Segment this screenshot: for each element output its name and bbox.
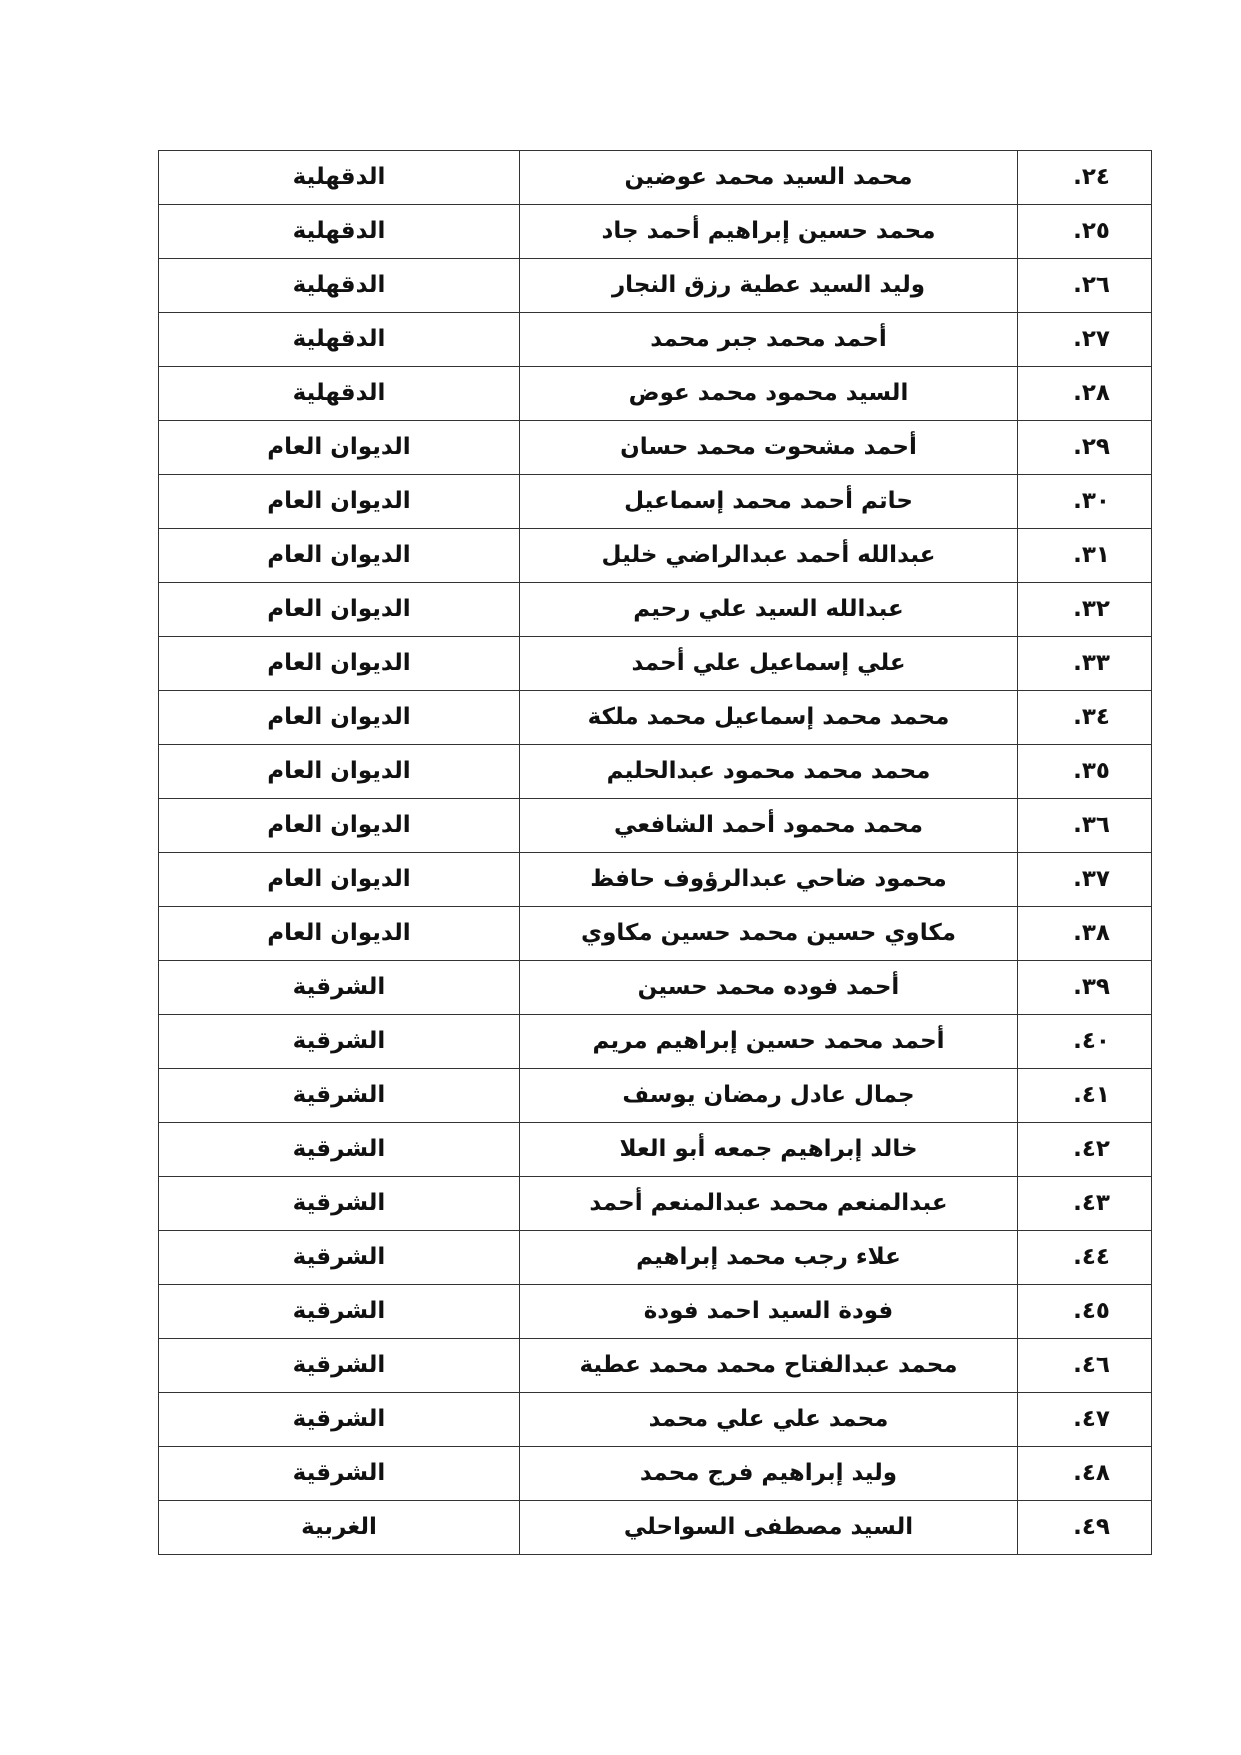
- row-number: ٤١.: [1073, 1082, 1110, 1108]
- table-row: [159, 1339, 1152, 1393]
- row-number-cell: [1018, 745, 1152, 799]
- row-number: ٣٣.: [1073, 650, 1110, 676]
- row-number: ٣٢.: [1073, 596, 1110, 622]
- row-number-cell: [1018, 1501, 1152, 1555]
- row-number-cell: [1018, 367, 1152, 421]
- person-name: فودة السيد احمد فودة: [520, 1285, 1018, 1339]
- row-number: ٣٧.: [1073, 866, 1110, 892]
- table-row: [159, 367, 1152, 421]
- person-name: عبدالمنعم محمد عبدالمنعم أحمد: [520, 1177, 1018, 1231]
- row-number: ٣٠.: [1073, 488, 1110, 514]
- row-number: ٣٤.: [1073, 704, 1110, 730]
- person-name: السيد محمود محمد عوض: [520, 367, 1018, 421]
- table-row: [159, 1177, 1152, 1231]
- table-row: [159, 1015, 1152, 1069]
- row-number-cell: [1018, 1069, 1152, 1123]
- person-name: جمال عادل رمضان يوسف: [520, 1069, 1018, 1123]
- person-name: حاتم أحمد محمد إسماعيل: [520, 475, 1018, 529]
- row-number-cell: [1018, 799, 1152, 853]
- table-row: [159, 1393, 1152, 1447]
- row-number: ٣١.: [1073, 542, 1110, 568]
- governorate: الشرقية: [159, 961, 520, 1015]
- row-number: ٢٧.: [1073, 326, 1110, 352]
- row-number: ٣٦.: [1073, 812, 1110, 838]
- governorate: الديوان العام: [159, 637, 520, 691]
- row-number-cell: [1018, 1123, 1152, 1177]
- row-number-cell: [1018, 1339, 1152, 1393]
- person-name: محمد محمد إسماعيل محمد ملكة: [520, 691, 1018, 745]
- person-name: محمد محمود أحمد الشافعي: [520, 799, 1018, 853]
- row-number-cell: [1018, 691, 1152, 745]
- table-row: [159, 1285, 1152, 1339]
- row-number-cell: [1018, 421, 1152, 475]
- row-number-cell: [1018, 907, 1152, 961]
- governorate: الشرقية: [159, 1069, 520, 1123]
- row-number-cell: [1018, 1177, 1152, 1231]
- table-row: [159, 691, 1152, 745]
- row-number: ٢٩.: [1073, 434, 1110, 460]
- row-number-cell: [1018, 313, 1152, 367]
- person-name: محمد محمد محمود عبدالحليم: [520, 745, 1018, 799]
- governorate: الدقهلية: [159, 313, 520, 367]
- table-row: [159, 1447, 1152, 1501]
- row-number: ٤٥.: [1073, 1298, 1110, 1324]
- table-row: [159, 1231, 1152, 1285]
- person-name: محمد حسين إبراهيم أحمد جاد: [520, 205, 1018, 259]
- governorate: الديوان العام: [159, 529, 520, 583]
- person-name: عبدالله السيد علي رحيم: [520, 583, 1018, 637]
- person-name: علي إسماعيل علي أحمد: [520, 637, 1018, 691]
- governorate: الدقهلية: [159, 367, 520, 421]
- row-number-cell: [1018, 1285, 1152, 1339]
- person-name: محمد عبدالفتاح محمد محمد عطية: [520, 1339, 1018, 1393]
- table-row: [159, 1069, 1152, 1123]
- row-number-cell: [1018, 205, 1152, 259]
- row-number: ٢٨.: [1073, 380, 1110, 406]
- person-name: محمد علي علي محمد: [520, 1393, 1018, 1447]
- governorate: الديوان العام: [159, 907, 520, 961]
- governorate: الديوان العام: [159, 583, 520, 637]
- row-number: ٤٦.: [1073, 1352, 1110, 1378]
- table-row: [159, 745, 1152, 799]
- row-number-cell: [1018, 853, 1152, 907]
- table-row: [159, 1501, 1152, 1555]
- person-name: السيد مصطفى السواحلي: [520, 1501, 1018, 1555]
- governorate: الديوان العام: [159, 799, 520, 853]
- governorate: الديوان العام: [159, 745, 520, 799]
- row-number: ٤٨.: [1073, 1460, 1110, 1486]
- person-name: وليد السيد عطية رزق النجار: [520, 259, 1018, 313]
- row-number: ٣٩.: [1073, 974, 1110, 1000]
- row-number-cell: [1018, 637, 1152, 691]
- row-number: ٢٥.: [1073, 218, 1110, 244]
- row-number-cell: [1018, 1393, 1152, 1447]
- table-row: [159, 151, 1152, 205]
- table-row: [159, 907, 1152, 961]
- row-number-cell: [1018, 475, 1152, 529]
- row-number-cell: [1018, 1231, 1152, 1285]
- row-number: ٤٠.: [1073, 1028, 1110, 1054]
- person-name: أحمد مشحوت محمد حسان: [520, 421, 1018, 475]
- governorate: الشرقية: [159, 1339, 520, 1393]
- person-name: أحمد محمد حسين إبراهيم مريم: [520, 1015, 1018, 1069]
- row-number: ٤٢.: [1073, 1136, 1110, 1162]
- table-row: [159, 961, 1152, 1015]
- row-number: ٢٦.: [1073, 272, 1110, 298]
- table-row: [159, 205, 1152, 259]
- row-number-cell: [1018, 529, 1152, 583]
- governorate: الديوان العام: [159, 691, 520, 745]
- person-name: عبدالله أحمد عبدالراضي خليل: [520, 529, 1018, 583]
- row-number-cell: [1018, 1015, 1152, 1069]
- row-number-cell: [1018, 583, 1152, 637]
- row-number: ٢٤.: [1073, 164, 1110, 190]
- row-number-cell: [1018, 1447, 1152, 1501]
- row-number: ٤٧.: [1073, 1406, 1110, 1432]
- row-number-cell: [1018, 259, 1152, 313]
- governorate: الديوان العام: [159, 421, 520, 475]
- person-name: أحمد محمد جبر محمد: [520, 313, 1018, 367]
- person-name: محمود ضاحي عبدالرؤوف حافظ: [520, 853, 1018, 907]
- person-name: علاء رجب محمد إبراهيم: [520, 1231, 1018, 1285]
- row-number: ٤٣.: [1073, 1190, 1110, 1216]
- row-number-cell: [1018, 961, 1152, 1015]
- table-row: [159, 313, 1152, 367]
- person-name: مكاوي حسين محمد حسين مكاوي: [520, 907, 1018, 961]
- governorate: الدقهلية: [159, 205, 520, 259]
- governorate: الديوان العام: [159, 475, 520, 529]
- governorate: الشرقية: [159, 1177, 520, 1231]
- row-number: ٣٥.: [1073, 758, 1110, 784]
- person-name: أحمد فوده محمد حسين: [520, 961, 1018, 1015]
- table-row: [159, 259, 1152, 313]
- names-table: [158, 150, 1152, 1555]
- governorate: الدقهلية: [159, 151, 520, 205]
- table-row: [159, 1123, 1152, 1177]
- governorate: الشرقية: [159, 1123, 520, 1177]
- governorate: الشرقية: [159, 1015, 520, 1069]
- person-name: خالد إبراهيم جمعه أبو العلا: [520, 1123, 1018, 1177]
- table-row: [159, 475, 1152, 529]
- governorate: الديوان العام: [159, 853, 520, 907]
- row-number: ٤٩.: [1073, 1514, 1110, 1540]
- table-row: [159, 529, 1152, 583]
- person-name: وليد إبراهيم فرج محمد: [520, 1447, 1018, 1501]
- table-row: [159, 853, 1152, 907]
- governorate: الشرقية: [159, 1285, 520, 1339]
- row-number-cell: [1018, 151, 1152, 205]
- table-row: [159, 583, 1152, 637]
- row-number: ٤٤.: [1073, 1244, 1110, 1270]
- governorate: الدقهلية: [159, 259, 520, 313]
- person-name: محمد السيد محمد عوضين: [520, 151, 1018, 205]
- governorate: الشرقية: [159, 1447, 520, 1501]
- table-row: [159, 421, 1152, 475]
- row-number: ٣٨.: [1073, 920, 1110, 946]
- names-table-body: [159, 151, 1152, 1555]
- governorate: الغربية: [159, 1501, 520, 1555]
- governorate: الشرقية: [159, 1393, 520, 1447]
- governorate: الشرقية: [159, 1231, 520, 1285]
- table-row: [159, 799, 1152, 853]
- table-row: [159, 637, 1152, 691]
